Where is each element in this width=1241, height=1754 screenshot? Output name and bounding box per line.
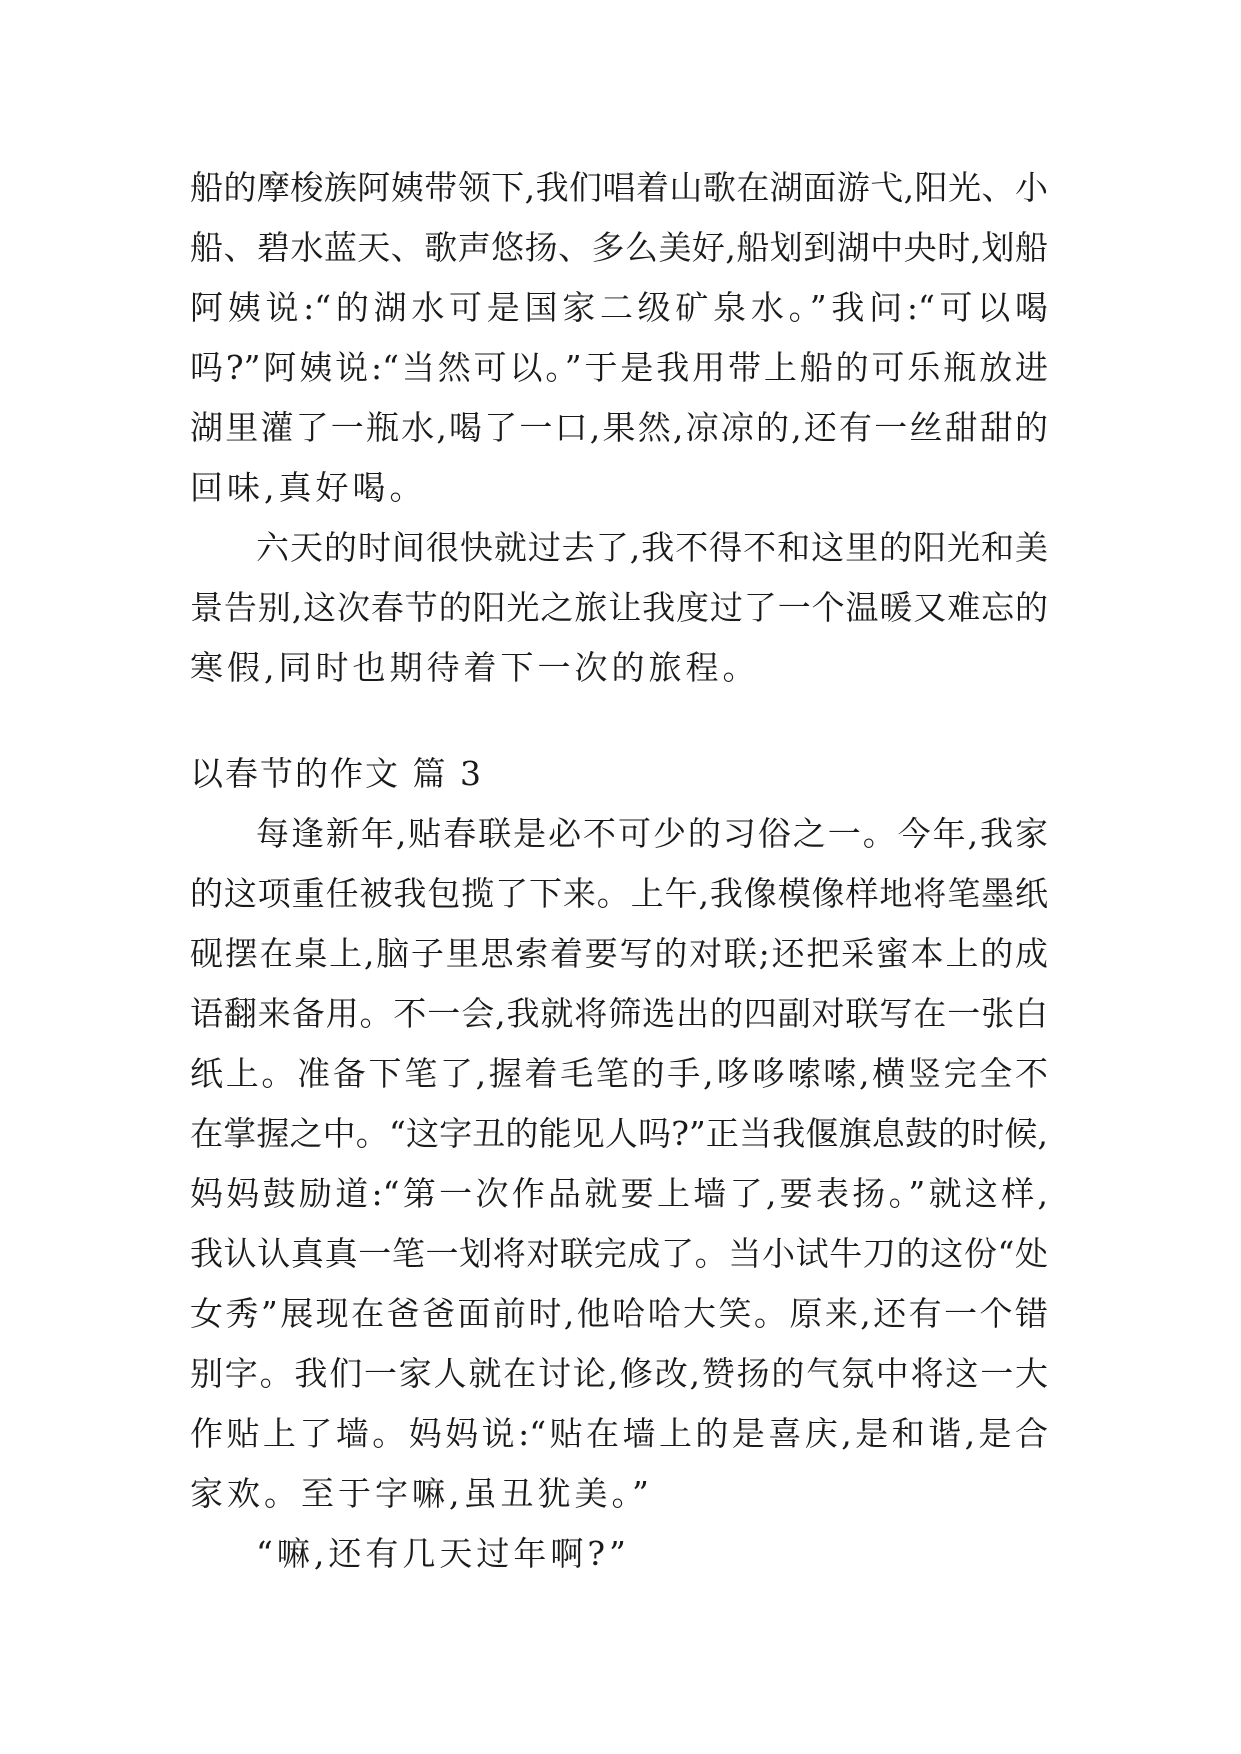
paragraph-line: 妈妈鼓励道:“第一次作品就要上墙了,要表扬。”就这样,: [190, 1174, 1048, 1213]
paragraph-line: 的这项重任被我包揽了下来。上午,我像模像样地将笔墨纸: [190, 874, 1048, 913]
paragraph-line: 每逢新年,贴春联是必不可少的习俗之一。今年,我家: [256, 814, 1048, 853]
paragraph-line: 在掌握之中。“这字丑的能见人吗?”正当我偃旗息鼓的时候,: [190, 1114, 1048, 1153]
paragraph-line: 我认认真真一笔一划将对联完成了。当小试牛刀的这份“处: [190, 1234, 1048, 1273]
paragraph-line: 景告别,这次春节的阳光之旅让我度过了一个温暖又难忘的: [190, 588, 1048, 627]
paragraph-line: 语翻来备用。不一会,我就将筛选出的四副对联写在一张白: [190, 994, 1048, 1033]
paragraph-line: 阿姨说:“的湖水可是国家二级矿泉水。”我问:“可以喝: [190, 288, 1048, 327]
section-heading: 以春节的作文 篇 3: [190, 754, 483, 793]
paragraph-line: 砚摆在桌上,脑子里思索着要写的对联;还把采蜜本上的成: [190, 934, 1048, 973]
paragraph-line: 作贴上了墙。妈妈说:“贴在墙上的是喜庆,是和谐,是合: [190, 1414, 1048, 1453]
paragraph-line: 纸上。准备下笔了,握着毛笔的手,哆哆嗦嗦,横竖完全不: [190, 1054, 1048, 1093]
paragraph-line: 船的摩梭族阿姨带领下,我们唱着山歌在湖面游弋,阳光、小: [190, 168, 1048, 207]
paragraph-line: 别字。我们一家人就在讨论,修改,赞扬的气氛中将这一大: [190, 1354, 1048, 1393]
paragraph-line: 女秀”展现在爸爸面前时,他哈哈大笑。原来,还有一个错: [190, 1294, 1048, 1333]
paragraph-line: “嘛,还有几天过年啊?”: [256, 1534, 630, 1573]
paragraph-line: 家欢。至于字嘛,虽丑犹美。”: [190, 1474, 653, 1513]
paragraph-line: 寒假,同时也期待着下一次的旅程。: [190, 648, 760, 687]
paragraph-line: 回味,真好喝。: [190, 468, 427, 507]
paragraph-line: 六天的时间很快就过去了,我不得不和这里的阳光和美: [256, 528, 1048, 567]
paragraph-line: 吗?”阿姨说:“当然可以。”于是我用带上船的可乐瓶放进: [190, 348, 1048, 387]
paragraph-line: 湖里灌了一瓶水,喝了一口,果然,凉凉的,还有一丝甜甜的: [190, 408, 1048, 447]
paragraph-line: 船、碧水蓝天、歌声悠扬、多么美好,船划到湖中央时,划船: [190, 228, 1048, 267]
